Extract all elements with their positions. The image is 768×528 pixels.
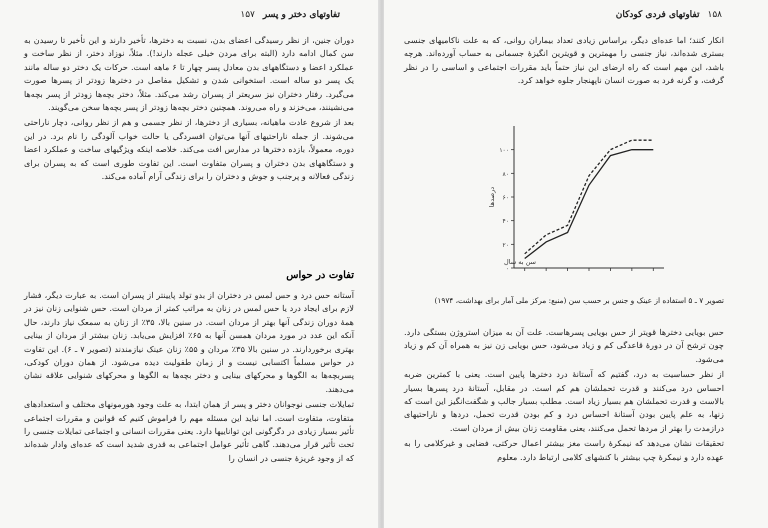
left-paragraph-4: تمایلات جنسی نوجوانان دختر و پسر از همان ابتدا، به علت وجود هورمونهای مختلف و استعدادهای متفاوت، متفاوت است. اما نباید این مسئله مهم را فراموش کنیم که قوانین و مقررات اجتماعی تأثیر بسیار زیادی در دگرگونی این تواناییها دارد. یعنی مقررات انسانی و اجتماعی تمایلات جنسی را تحت تأثیر قرار می‌دهند. گاهی تأثیر عوامل اجتماعی به قدری شدید است که عده‌ای وادار شده‌اند که از وجود غریزهٔ جنسی در انسان را — [24, 399, 354, 463]
y-tick-label: ۲۰ — [502, 241, 509, 249]
figure-caption: تصویر ۷ ـ ۵ استفاده از عینک و جنس بر حسب سن (منبع: مرکز ملی آمار برای بهداشت، ۱۹۷۴) — [434, 296, 724, 305]
right-body-top — [404, 34, 724, 90]
left-paragraph-1: دوران جنین، از نظر رسیدگی اعضای بدن، نسبت به دخترها، تأخیر دارند و این تأخیر تا رسیدن به سن کمال ادامه دارد (البته برای مردن خیلی عجله دارند!). مثلاً، نوزاد دختر، از نظر ساخت و عملکرد اعضا و دستگاههای بدن معادل پسر چهار تا ۶ ماهه است. حرکات یک دختر دو ساله مانند یک پسر دو ساله است. استخوانی شدن و تشکیل مفاصل در دخترها زودتر از پسرها صورت می‌گیرد. رفتار دختران نیز سریعتر از پسران رشد می‌کند. مثلاً، دختر بچه‌ها زودتر از پسر بچه‌ها می‌نشینند، می‌خزند و راه می‌روند. همچنین دختر بچه‌ها زودتر از پسر بچه‌ها سخن می‌گویند. — [24, 35, 354, 113]
section-title: تفاوت در حواس — [286, 270, 354, 281]
left-body-bottom — [24, 289, 354, 467]
y-axis-label: درصدها — [488, 186, 496, 208]
left-body-top — [24, 34, 354, 185]
y-tick-label: ۰ — [505, 265, 509, 273]
right-paragraph-3: از نظر حساسیت به درد، گفتیم که آستانهٔ درد دخترها پایین است. یعنی با کمترین ضربه احساس درد می‌کنند و قدرت تحملشان هم کم است. در مقابل، آستانهٔ درد پسرها بسیار بالاست و قدرت تحملشان هم بسیار زیاد است. مطلب بسیار جالب و شگفت‌انگیز این است که زنها، به علم پایین بودن آستانهٔ احساس درد و کم بودن قدرت تحمل، دردها و ناراحتیهای درازمدت را بهتر از مردها تحمل می‌کنند، یعنی مقاومت زنان بیش از مردان است. — [404, 369, 724, 433]
right-page-number: ۱۵۸ — [707, 10, 722, 20]
right-body-bottom — [404, 326, 724, 466]
right-paragraph-4: تحقیقات نشان می‌دهد که نیمکرهٔ راست مغز بیشتر اعمال حرکتی، فضایی و غیرکلامی را به عهده دارد و نیمکرهٔ چپ بیشتر با کنشهای کلامی ارتباط دارد. معلوم — [404, 438, 724, 462]
left-paragraph-2: بعد از شروع عادت ماهیانه، بسیاری از دخترها، از نظر جسمی و هم از نظر روانی، دچار ناراحتی می‌شوند. از جمله ناراحتیهای آنها می‌توان افسردگی یا حالت خواب آلودگی را نام برد. در این دوره، معمولاً، بازده دخترها در مدارس افت می‌کند. خلاصه اینکه ویژگیهای ساخت و عملکرد اعضا و دستگاههای بدن دختران و پسران متفاوت است. این تفاوت طوری است که به پسران برای زندگی فعالانه و پرجنب و جوش و دختران را برای زندگی آرام آماده می‌کند. — [24, 117, 354, 182]
series-line-1 — [525, 150, 654, 259]
left-page — [0, 0, 381, 528]
x-axis-label: سن به سال — [504, 258, 536, 266]
right-paragraph-2: حس بویایی دخترها قویتر از حس بویایی پسرهاست. علت آن به میزان استروژن بستگی دارد. چون ترشح آن در دورهٔ قاعدگی کم و زیاد می‌شود، حس بویایی زن نیز به همراه آن کم و زیاد می‌شود. — [404, 327, 724, 364]
right-header-title: تفاوتهای فردی کودکان — [615, 10, 700, 20]
right-paragraph-1: انکار کنند؛ اما عده‌ای دیگر، براساس زیادی تعداد بیماران روانی، که به علت ناکامیهای جنسی بستری شده‌اند، نیاز جنسی را مهمترین و قویترین انگیزهٔ جسمانی به حساب آورده‌اند. هرچه باشد، این مهم است که راه ارضای این نیاز حتماً باید مقررات اجتماعی و اساسی را در نظر گرفت، و گرنه فرد به صورت انسان ناپهنجار جلوه خواهد کرد. — [404, 35, 724, 86]
y-tick-label: ۸۰ — [502, 170, 509, 178]
eyeglasses-chart — [484, 118, 684, 296]
left-header-title: تفاوتهای دختر و پسر — [262, 10, 340, 20]
left-page-number: ۱۵۷ — [240, 10, 255, 20]
y-tick-label: ۱۰۰ — [499, 147, 509, 155]
left-page-header — [240, 10, 340, 20]
left-paragraph-3: آستانه حس درد و حس لمس در دختران از بدو تولد پایینتر از پسران است. به عبارت دیگر، فشار لازم برای ایجاد درد یا حس لمس در زنان به مراتب کمتر از مردان است. حس شنوایی زنان نیز در همهٔ دوران زندگی آنها بهتر از مردان است. در سنین بالا، ۳۵٪ از زنان به سمعک نیاز دارند، حال آنکه این عدد در مورد مردان همسن آنها به ۶۵٪ افزایش می‌یابد. زنان بیشتر از مردان از بینایی بهتری برخوردارند. در سنین بالا ۳۵٪ مردان و ۵۵٪ زنان عینک نیازمندند (تصویر ۷ ـ ۶). این تفاوت در حواس مسلماً اکتسابی نیست و از زمان طفولیت دیده می‌شود. از همان دوران کودکی، پسربچه‌ها به الگوها و محرکهای بینایی و دختر بچه‌ها به الگوها و محرکهای شنوایی علاقه نشان می‌دهند. — [24, 290, 354, 394]
series-line-2 — [525, 140, 654, 254]
right-page — [384, 0, 768, 528]
y-tick-label: ۴۰ — [502, 218, 509, 226]
y-tick-label: ۶۰ — [502, 194, 509, 202]
right-page-header — [616, 10, 722, 20]
